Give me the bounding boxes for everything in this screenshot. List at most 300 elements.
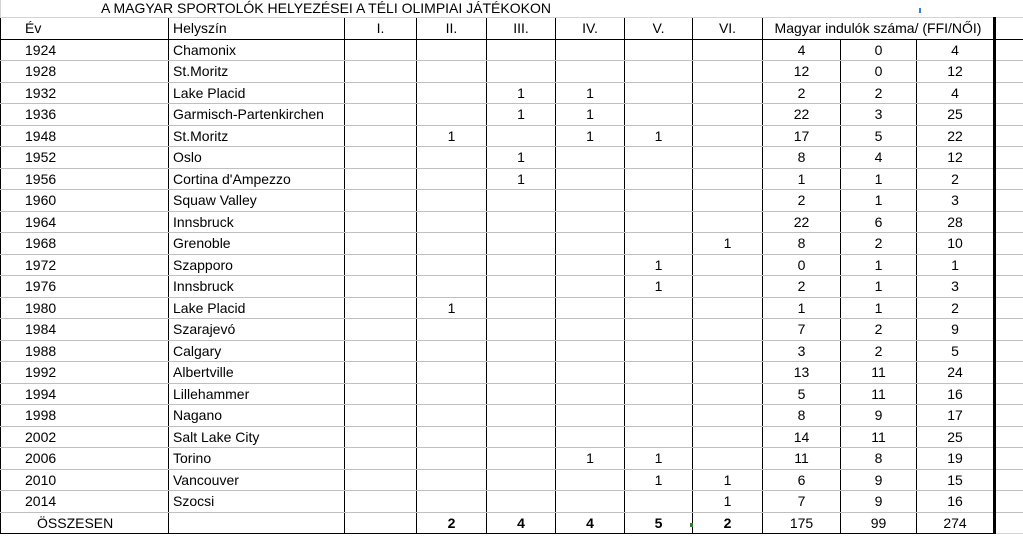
women-count-cell[interactable]: 1 <box>841 254 917 276</box>
placement-p4-cell[interactable] <box>556 405 625 427</box>
placement-p2-cell[interactable] <box>417 383 487 405</box>
placement-p4-cell[interactable] <box>556 297 625 319</box>
totals-p5-cell[interactable]: 5 <box>625 512 693 534</box>
total-count-cell[interactable]: 4 <box>917 82 995 104</box>
placement-p5-cell[interactable] <box>625 211 693 233</box>
placement-p2-cell[interactable] <box>417 362 487 384</box>
women-count-cell[interactable]: 1 <box>841 190 917 212</box>
placement-p2-cell[interactable] <box>417 276 487 298</box>
year-cell[interactable]: 1932 <box>1 82 169 104</box>
place-cell[interactable]: Lake Placid <box>169 297 345 319</box>
header-place-4[interactable]: IV. <box>556 18 625 40</box>
placement-p1-cell[interactable] <box>345 297 417 319</box>
women-count-cell[interactable]: 8 <box>841 448 917 470</box>
placement-p2-cell[interactable] <box>417 39 487 61</box>
placement-p3-cell[interactable] <box>487 405 556 427</box>
placement-p3-cell[interactable] <box>487 211 556 233</box>
totals-p1-cell[interactable] <box>345 512 417 534</box>
placement-p2-cell[interactable]: 1 <box>417 297 487 319</box>
placement-p5-cell[interactable] <box>625 190 693 212</box>
placement-p4-cell[interactable] <box>556 491 625 513</box>
placement-p3-cell[interactable] <box>487 233 556 255</box>
placement-p1-cell[interactable] <box>345 61 417 83</box>
placement-p5-cell[interactable] <box>625 426 693 448</box>
women-count-cell[interactable]: 2 <box>841 82 917 104</box>
placement-p4-cell[interactable]: 1 <box>556 104 625 126</box>
placement-p1-cell[interactable] <box>345 254 417 276</box>
header-place-5[interactable]: V. <box>625 18 693 40</box>
table-row <box>1 211 1023 233</box>
place-cell[interactable]: Oslo <box>169 147 345 169</box>
empty-cell[interactable] <box>995 512 1023 534</box>
year-cell[interactable]: 1936 <box>1 104 169 126</box>
total-count-cell[interactable]: 2 <box>917 168 995 190</box>
placement-p5-cell[interactable] <box>625 340 693 362</box>
placement-p4-cell[interactable]: 1 <box>556 125 625 147</box>
total-count-cell[interactable]: 9 <box>917 319 995 341</box>
empty-cell[interactable] <box>995 254 1023 276</box>
place-cell[interactable]: Cortina d'Ampezzo <box>169 168 345 190</box>
empty-cell[interactable] <box>995 383 1023 405</box>
placement-p1-cell[interactable] <box>345 211 417 233</box>
table-row <box>1 39 1023 61</box>
placement-p5-cell[interactable] <box>625 233 693 255</box>
women-count-cell[interactable]: 1 <box>841 168 917 190</box>
placement-p3-cell[interactable] <box>487 491 556 513</box>
placement-p2-cell[interactable] <box>417 405 487 427</box>
men-count-cell[interactable]: 8 <box>763 147 841 169</box>
placement-p6-cell[interactable] <box>693 405 763 427</box>
women-count-cell[interactable]: 11 <box>841 383 917 405</box>
men-count-cell[interactable]: 22 <box>763 211 841 233</box>
place-cell[interactable]: Lake Placid <box>169 82 345 104</box>
place-cell[interactable]: Squaw Valley <box>169 190 345 212</box>
placement-p4-cell[interactable] <box>556 190 625 212</box>
placement-p4-cell[interactable] <box>556 383 625 405</box>
placement-p4-cell[interactable] <box>556 211 625 233</box>
placement-p3-cell[interactable] <box>487 362 556 384</box>
total-count-cell[interactable]: 5 <box>917 340 995 362</box>
year-cell[interactable]: 1988 <box>1 340 169 362</box>
placement-p1-cell[interactable] <box>345 405 417 427</box>
place-cell[interactable]: Szarajevó <box>169 319 345 341</box>
total-count-cell[interactable]: 22 <box>917 125 995 147</box>
total-count-cell[interactable]: 4 <box>917 39 995 61</box>
placement-p6-cell[interactable] <box>693 168 763 190</box>
empty-cell[interactable] <box>995 340 1023 362</box>
placement-p1-cell[interactable] <box>345 362 417 384</box>
men-count-cell[interactable]: 1 <box>763 168 841 190</box>
placement-p1-cell[interactable] <box>345 383 417 405</box>
empty-cell[interactable] <box>995 39 1023 61</box>
placement-p5-cell[interactable] <box>625 104 693 126</box>
placement-p1-cell[interactable] <box>345 448 417 470</box>
women-count-cell[interactable]: 2 <box>841 340 917 362</box>
placement-p1-cell[interactable] <box>345 276 417 298</box>
total-count-cell[interactable]: 12 <box>917 61 995 83</box>
empty-cell[interactable] <box>995 448 1023 470</box>
table-row <box>1 276 1023 298</box>
place-cell[interactable]: Szapporo <box>169 254 345 276</box>
women-count-cell[interactable]: 9 <box>841 469 917 491</box>
placement-p5-cell[interactable] <box>625 383 693 405</box>
placement-p4-cell[interactable] <box>556 168 625 190</box>
placement-p5-cell[interactable] <box>625 82 693 104</box>
header-place-2[interactable]: II. <box>417 18 487 40</box>
placement-p1-cell[interactable] <box>345 233 417 255</box>
table-row <box>1 233 1023 255</box>
men-count-cell[interactable]: 2 <box>763 190 841 212</box>
total-count-cell[interactable]: 3 <box>917 276 995 298</box>
placement-p5-cell[interactable] <box>625 362 693 384</box>
placement-p3-cell[interactable]: 1 <box>487 104 556 126</box>
total-count-cell[interactable]: 15 <box>917 469 995 491</box>
men-count-cell[interactable]: 6 <box>763 469 841 491</box>
placement-p6-cell[interactable] <box>693 39 763 61</box>
header-place[interactable]: Helyszín <box>169 18 345 40</box>
total-count-cell[interactable]: 17 <box>917 405 995 427</box>
header-place-1[interactable]: I. <box>345 18 417 40</box>
placement-p1-cell[interactable] <box>345 125 417 147</box>
place-cell[interactable]: Chamonix <box>169 39 345 61</box>
placement-p4-cell[interactable] <box>556 233 625 255</box>
placement-p1-cell[interactable] <box>345 82 417 104</box>
empty-cell[interactable] <box>995 233 1023 255</box>
table-row <box>1 491 1023 513</box>
totals-total-cell[interactable]: 274 <box>917 512 995 534</box>
title-cell[interactable] <box>1 0 1023 18</box>
place-cell[interactable]: Torino <box>169 448 345 470</box>
women-count-cell[interactable]: 3 <box>841 104 917 126</box>
totals-p6-cell[interactable]: 2 <box>693 512 763 534</box>
placement-p2-cell[interactable] <box>417 233 487 255</box>
totals-label[interactable]: ÖSSZESEN <box>1 512 169 534</box>
placement-p5-cell[interactable] <box>625 147 693 169</box>
empty-cell[interactable] <box>995 405 1023 427</box>
placement-p2-cell[interactable] <box>417 254 487 276</box>
placement-p2-cell[interactable] <box>417 426 487 448</box>
empty-cell[interactable] <box>995 18 1023 40</box>
placement-p1-cell[interactable] <box>345 104 417 126</box>
placement-p6-cell[interactable] <box>693 362 763 384</box>
placement-p3-cell[interactable] <box>487 297 556 319</box>
year-cell[interactable]: 1994 <box>1 383 169 405</box>
women-count-cell[interactable]: 4 <box>841 147 917 169</box>
men-count-cell[interactable]: 7 <box>763 319 841 341</box>
men-count-cell[interactable]: 3 <box>763 340 841 362</box>
men-count-cell[interactable]: 22 <box>763 104 841 126</box>
placement-p1-cell[interactable] <box>345 319 417 341</box>
placement-p1-cell[interactable] <box>345 147 417 169</box>
empty-cell[interactable] <box>995 469 1023 491</box>
placement-p3-cell[interactable] <box>487 190 556 212</box>
men-count-cell[interactable]: 2 <box>763 82 841 104</box>
women-count-cell[interactable]: 1 <box>841 297 917 319</box>
placement-p5-cell[interactable] <box>625 61 693 83</box>
placement-p6-cell[interactable] <box>693 61 763 83</box>
women-count-cell[interactable]: 11 <box>841 362 917 384</box>
placement-p5-cell[interactable] <box>625 168 693 190</box>
empty-cell[interactable] <box>995 190 1023 212</box>
women-count-cell[interactable]: 2 <box>841 319 917 341</box>
total-count-cell[interactable]: 2 <box>917 297 995 319</box>
total-count-cell[interactable]: 16 <box>917 491 995 513</box>
total-count-cell[interactable]: 25 <box>917 104 995 126</box>
year-cell[interactable]: 1928 <box>1 61 169 83</box>
placement-p1-cell[interactable] <box>345 426 417 448</box>
placement-p3-cell[interactable]: 1 <box>487 147 556 169</box>
totals-men-cell[interactable]: 175 <box>763 512 841 534</box>
women-count-cell[interactable]: 0 <box>841 61 917 83</box>
placement-p6-cell[interactable] <box>693 448 763 470</box>
placement-p3-cell[interactable] <box>487 276 556 298</box>
placement-p2-cell[interactable] <box>417 340 487 362</box>
year-cell[interactable]: 1956 <box>1 168 169 190</box>
empty-cell[interactable] <box>995 211 1023 233</box>
placement-p6-cell[interactable] <box>693 147 763 169</box>
year-cell[interactable]: 1972 <box>1 254 169 276</box>
totals-women-cell[interactable]: 99 <box>841 512 917 534</box>
placement-p2-cell[interactable] <box>417 211 487 233</box>
header-place-6[interactable]: VI. <box>693 18 763 40</box>
placement-p4-cell[interactable] <box>556 254 625 276</box>
year-cell[interactable]: 1998 <box>1 405 169 427</box>
men-count-cell[interactable]: 17 <box>763 125 841 147</box>
header-participants[interactable]: Magyar indulók száma/ (FFI/NŐI) <box>763 18 995 40</box>
place-cell[interactable]: St.Moritz <box>169 61 345 83</box>
total-count-cell[interactable]: 19 <box>917 448 995 470</box>
placement-p4-cell[interactable] <box>556 362 625 384</box>
placement-p2-cell[interactable] <box>417 61 487 83</box>
table-row <box>1 82 1023 104</box>
year-cell[interactable]: 1960 <box>1 190 169 212</box>
placement-p3-cell[interactable] <box>487 125 556 147</box>
place-cell[interactable]: Calgary <box>169 340 345 362</box>
placement-p2-cell[interactable] <box>417 190 487 212</box>
placement-p5-cell[interactable] <box>625 491 693 513</box>
placement-p4-cell[interactable] <box>556 276 625 298</box>
table-row <box>1 125 1023 147</box>
placement-p6-cell[interactable]: 1 <box>693 491 763 513</box>
placement-p6-cell[interactable] <box>693 340 763 362</box>
placement-p2-cell[interactable] <box>417 448 487 470</box>
placement-p1-cell[interactable] <box>345 491 417 513</box>
placement-p5-cell[interactable] <box>625 319 693 341</box>
women-count-cell[interactable]: 11 <box>841 426 917 448</box>
header-row <box>1 18 1023 40</box>
placement-p3-cell[interactable] <box>487 383 556 405</box>
placement-p4-cell[interactable] <box>556 61 625 83</box>
women-count-cell[interactable]: 9 <box>841 491 917 513</box>
header-place-3[interactable]: III. <box>487 18 556 40</box>
men-count-cell[interactable]: 7 <box>763 491 841 513</box>
empty-cell[interactable] <box>995 168 1023 190</box>
men-count-cell[interactable]: 4 <box>763 39 841 61</box>
year-cell[interactable]: 1964 <box>1 211 169 233</box>
year-cell[interactable]: 2006 <box>1 448 169 470</box>
total-count-cell[interactable]: 24 <box>917 362 995 384</box>
men-count-cell[interactable]: 11 <box>763 448 841 470</box>
placement-p6-cell[interactable] <box>693 297 763 319</box>
empty-cell[interactable] <box>995 61 1023 83</box>
placement-p5-cell[interactable] <box>625 39 693 61</box>
placement-p6-cell[interactable]: 1 <box>693 469 763 491</box>
men-count-cell[interactable]: 12 <box>763 61 841 83</box>
placement-p6-cell[interactable] <box>693 125 763 147</box>
total-count-cell[interactable]: 25 <box>917 426 995 448</box>
placement-p3-cell[interactable] <box>487 340 556 362</box>
empty-cell[interactable] <box>995 426 1023 448</box>
men-count-cell[interactable]: 1 <box>763 297 841 319</box>
women-count-cell[interactable]: 6 <box>841 211 917 233</box>
placement-p5-cell[interactable] <box>625 405 693 427</box>
year-cell[interactable]: 1992 <box>1 362 169 384</box>
women-count-cell[interactable]: 5 <box>841 125 917 147</box>
place-cell[interactable]: Albertville <box>169 362 345 384</box>
placement-p2-cell[interactable] <box>417 469 487 491</box>
men-count-cell[interactable]: 14 <box>763 426 841 448</box>
placement-p2-cell[interactable] <box>417 104 487 126</box>
empty-cell[interactable] <box>995 125 1023 147</box>
year-cell[interactable]: 1924 <box>1 39 169 61</box>
year-cell[interactable]: 1952 <box>1 147 169 169</box>
placement-p1-cell[interactable] <box>345 340 417 362</box>
placement-p6-cell[interactable] <box>693 104 763 126</box>
year-cell[interactable]: 1968 <box>1 233 169 255</box>
placement-p5-cell[interactable] <box>625 297 693 319</box>
placement-p5-cell[interactable]: 1 <box>625 469 693 491</box>
place-cell[interactable]: Lillehammer <box>169 383 345 405</box>
placement-p4-cell[interactable] <box>556 469 625 491</box>
men-count-cell[interactable]: 2 <box>763 276 841 298</box>
table-row <box>1 405 1023 427</box>
placement-p1-cell[interactable] <box>345 168 417 190</box>
placement-p4-cell[interactable] <box>556 39 625 61</box>
placement-p6-cell[interactable] <box>693 190 763 212</box>
totals-p3-cell[interactable]: 4 <box>487 512 556 534</box>
women-count-cell[interactable]: 9 <box>841 405 917 427</box>
placement-p5-cell[interactable]: 1 <box>625 448 693 470</box>
placement-p3-cell[interactable] <box>487 448 556 470</box>
totals-p2-cell[interactable]: 2 <box>417 512 487 534</box>
placement-p6-cell[interactable] <box>693 276 763 298</box>
totals-empty-cell[interactable] <box>169 512 345 534</box>
placement-p2-cell[interactable]: 1 <box>417 125 487 147</box>
empty-cell[interactable] <box>995 491 1023 513</box>
place-cell[interactable]: Salt Lake City <box>169 426 345 448</box>
placement-p3-cell[interactable]: 1 <box>487 168 556 190</box>
placement-p3-cell[interactable] <box>487 254 556 276</box>
year-cell[interactable]: 2014 <box>1 491 169 513</box>
empty-cell[interactable] <box>995 362 1023 384</box>
place-cell[interactable]: Vancouver <box>169 469 345 491</box>
women-count-cell[interactable]: 0 <box>841 39 917 61</box>
men-count-cell[interactable]: 13 <box>763 362 841 384</box>
placement-p3-cell[interactable] <box>487 61 556 83</box>
placement-p2-cell[interactable] <box>417 491 487 513</box>
total-count-cell[interactable]: 16 <box>917 383 995 405</box>
place-cell[interactable]: Nagano <box>169 405 345 427</box>
placement-p4-cell[interactable] <box>556 147 625 169</box>
place-cell[interactable]: Innsbruck <box>169 211 345 233</box>
placement-p6-cell[interactable] <box>693 426 763 448</box>
placement-p4-cell[interactable] <box>556 340 625 362</box>
placement-p3-cell[interactable] <box>487 469 556 491</box>
place-cell[interactable]: Grenoble <box>169 233 345 255</box>
placement-p1-cell[interactable] <box>345 190 417 212</box>
sheet-title: A MAGYAR SPORTOLÓK HELYEZÉSEI A TÉLI OLIMPIAI JÁTÉKOKON <box>101 0 551 16</box>
placement-p3-cell[interactable] <box>487 426 556 448</box>
placement-p3-cell[interactable]: 1 <box>487 82 556 104</box>
placement-p4-cell[interactable] <box>556 319 625 341</box>
header-year[interactable]: Év <box>1 18 169 40</box>
empty-cell[interactable] <box>995 297 1023 319</box>
place-cell[interactable]: Szocsi <box>169 491 345 513</box>
cell-marker-icon <box>919 8 921 13</box>
placement-p4-cell[interactable]: 1 <box>556 82 625 104</box>
total-count-cell[interactable]: 3 <box>917 190 995 212</box>
women-count-cell[interactable]: 1 <box>841 276 917 298</box>
placement-p6-cell[interactable] <box>693 383 763 405</box>
table-row <box>1 104 1023 126</box>
placement-p6-cell[interactable] <box>693 319 763 341</box>
placement-p1-cell[interactable] <box>345 469 417 491</box>
placement-p2-cell[interactable] <box>417 319 487 341</box>
placement-p2-cell[interactable] <box>417 168 487 190</box>
total-count-cell[interactable]: 10 <box>917 233 995 255</box>
placement-p3-cell[interactable] <box>487 39 556 61</box>
empty-cell[interactable] <box>995 82 1023 104</box>
year-cell[interactable]: 2002 <box>1 426 169 448</box>
year-cell[interactable]: 1976 <box>1 276 169 298</box>
placement-p6-cell[interactable]: 1 <box>693 233 763 255</box>
men-count-cell[interactable]: 0 <box>763 254 841 276</box>
place-cell[interactable]: St.Moritz <box>169 125 345 147</box>
women-count-cell[interactable]: 2 <box>841 233 917 255</box>
placement-p6-cell[interactable] <box>693 211 763 233</box>
placement-p2-cell[interactable] <box>417 82 487 104</box>
men-count-cell[interactable]: 8 <box>763 233 841 255</box>
placement-p3-cell[interactable] <box>487 319 556 341</box>
placement-p5-cell[interactable]: 1 <box>625 276 693 298</box>
year-cell[interactable]: 1984 <box>1 319 169 341</box>
total-count-cell[interactable]: 12 <box>917 147 995 169</box>
place-cell[interactable]: Innsbruck <box>169 276 345 298</box>
men-count-cell[interactable]: 8 <box>763 405 841 427</box>
men-count-cell[interactable]: 5 <box>763 383 841 405</box>
placement-p5-cell[interactable]: 1 <box>625 254 693 276</box>
year-cell[interactable]: 1948 <box>1 125 169 147</box>
placement-p1-cell[interactable] <box>345 39 417 61</box>
placement-p6-cell[interactable] <box>693 254 763 276</box>
empty-cell[interactable] <box>995 104 1023 126</box>
empty-cell[interactable] <box>995 147 1023 169</box>
placement-p4-cell[interactable] <box>556 426 625 448</box>
empty-cell[interactable] <box>995 319 1023 341</box>
year-cell[interactable]: 2010 <box>1 469 169 491</box>
total-count-cell[interactable]: 1 <box>917 254 995 276</box>
placement-p4-cell[interactable]: 1 <box>556 448 625 470</box>
year-cell[interactable]: 1980 <box>1 297 169 319</box>
table-row <box>1 61 1023 83</box>
placement-p2-cell[interactable] <box>417 147 487 169</box>
placement-p5-cell[interactable]: 1 <box>625 125 693 147</box>
empty-cell[interactable] <box>995 276 1023 298</box>
total-count-cell[interactable]: 28 <box>917 211 995 233</box>
placement-p6-cell[interactable] <box>693 82 763 104</box>
totals-p4-cell[interactable]: 4 <box>556 512 625 534</box>
place-cell[interactable]: Garmisch-Partenkirchen <box>169 104 345 126</box>
